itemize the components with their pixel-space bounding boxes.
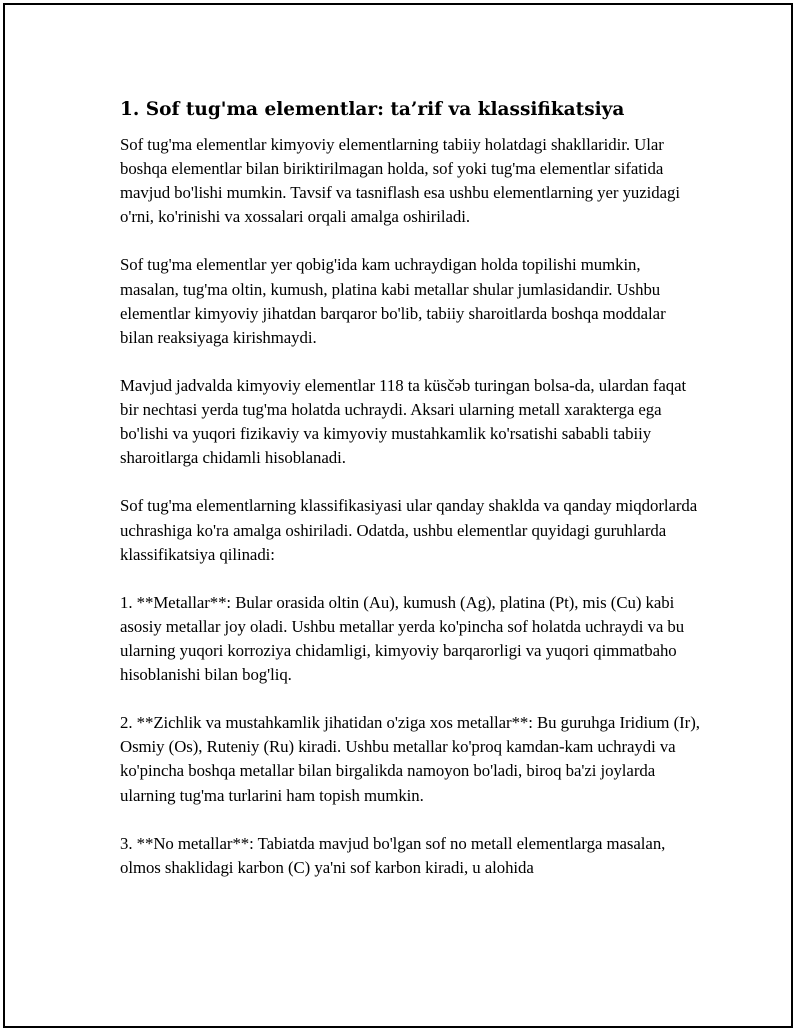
list-item-nonmetals: 3. **No metallar**: Tabiatda mavjud bo'lgan sof no metall elementlarga masalan, olmos shaklidagi karbon (C) ya'ni sof karbon kiradi, u alohida <box>120 833 666 877</box>
paragraph-occurrence: Sof tug'ma elementlar yer qobig'ida kam uchraydigan holda topilishi mumkin, masalan, tug'ma oltin, kumush, platina kabi metallar shular jumlasidandir. Ushbu elementlar kimyoviy jihatdan barqaror bo'lib, tabiiy sharoitlarda boshqa moddalar bilan reaksiyaga kirishmaydi. <box>120 255 666 347</box>
paragraph-classification: Sof tug'ma elementlarning klassifikasiyasi ular qanday shaklda va qanday miqdorlarda uchrashiga ko'ra amalga oshiriladi. Odatda, ushbu elementlar quyidagi guruhlarda klassifikatsiya qilinadi: <box>120 496 698 564</box>
document-body <box>120 97 700 904</box>
list-item-metals: 1. **Metallar**: Bular orasida oltin (Au), kumush (Ag), platina (Pt), mis (Cu) kabi asosiy metallar joy oladi. Ushbu metallar yerda ko'pincha sof holatda uchraydi va bu ularning yuqori korroziya chidamligi, kimyoviy barqarorligi va yuqori qimmatbaho hisoblanishi bilan bog'liq. <box>120 592 685 685</box>
paragraph-periodic-table: Mavjud jadvalda kimyoviy elementlar 118 ta küsčəb turingan bolsa-da, ulardan faqat bir nechtasi yerda tug'ma holatda uchraydi. Aksari ularning metall xarakterga ega bo'lishi va yuqori fizikaviy va kimyoviy mustahkamlik ko'rsatishi sababli tabiiy sharoitlarga chidamli hisoblanadi. <box>120 375 687 468</box>
document-page <box>3 3 793 1028</box>
list-item-dense-metals: 2. **Zichlik va mustahkamlik jihatidan o'ziga xos metallar**: Bu guruhga Iridium (Ir), Osmiy (Os), Ruteniy (Ru) kiradi. Ushbu metallar ko'proq kamdan-kam uchraydi va ko'pincha boshqa metallar bilan birgalikda namoyon bo'ladi, biroq ba'zi joylarda ularning tug'ma turlarini ham topish mumkin. <box>120 713 700 805</box>
section-heading: 1. Sof tug'ma elementlar: ta’rif va klassifikatsiya <box>120 99 625 120</box>
paragraph-definition: Sof tug'ma elementlar kimyoviy elementlarning tabiiy holatdagi shakllaridir. Ular boshqa elementlar bilan biriktirilmagan holda, sof yoki tug'ma elementlar sifatida mavjud bo'lishi mumkin. Tavsif va tasniflash esa ushbu elementlarning yer yuzidagi o'rni, ko'rinishi va xossalari orqali amalga oshiriladi. <box>120 135 680 227</box>
